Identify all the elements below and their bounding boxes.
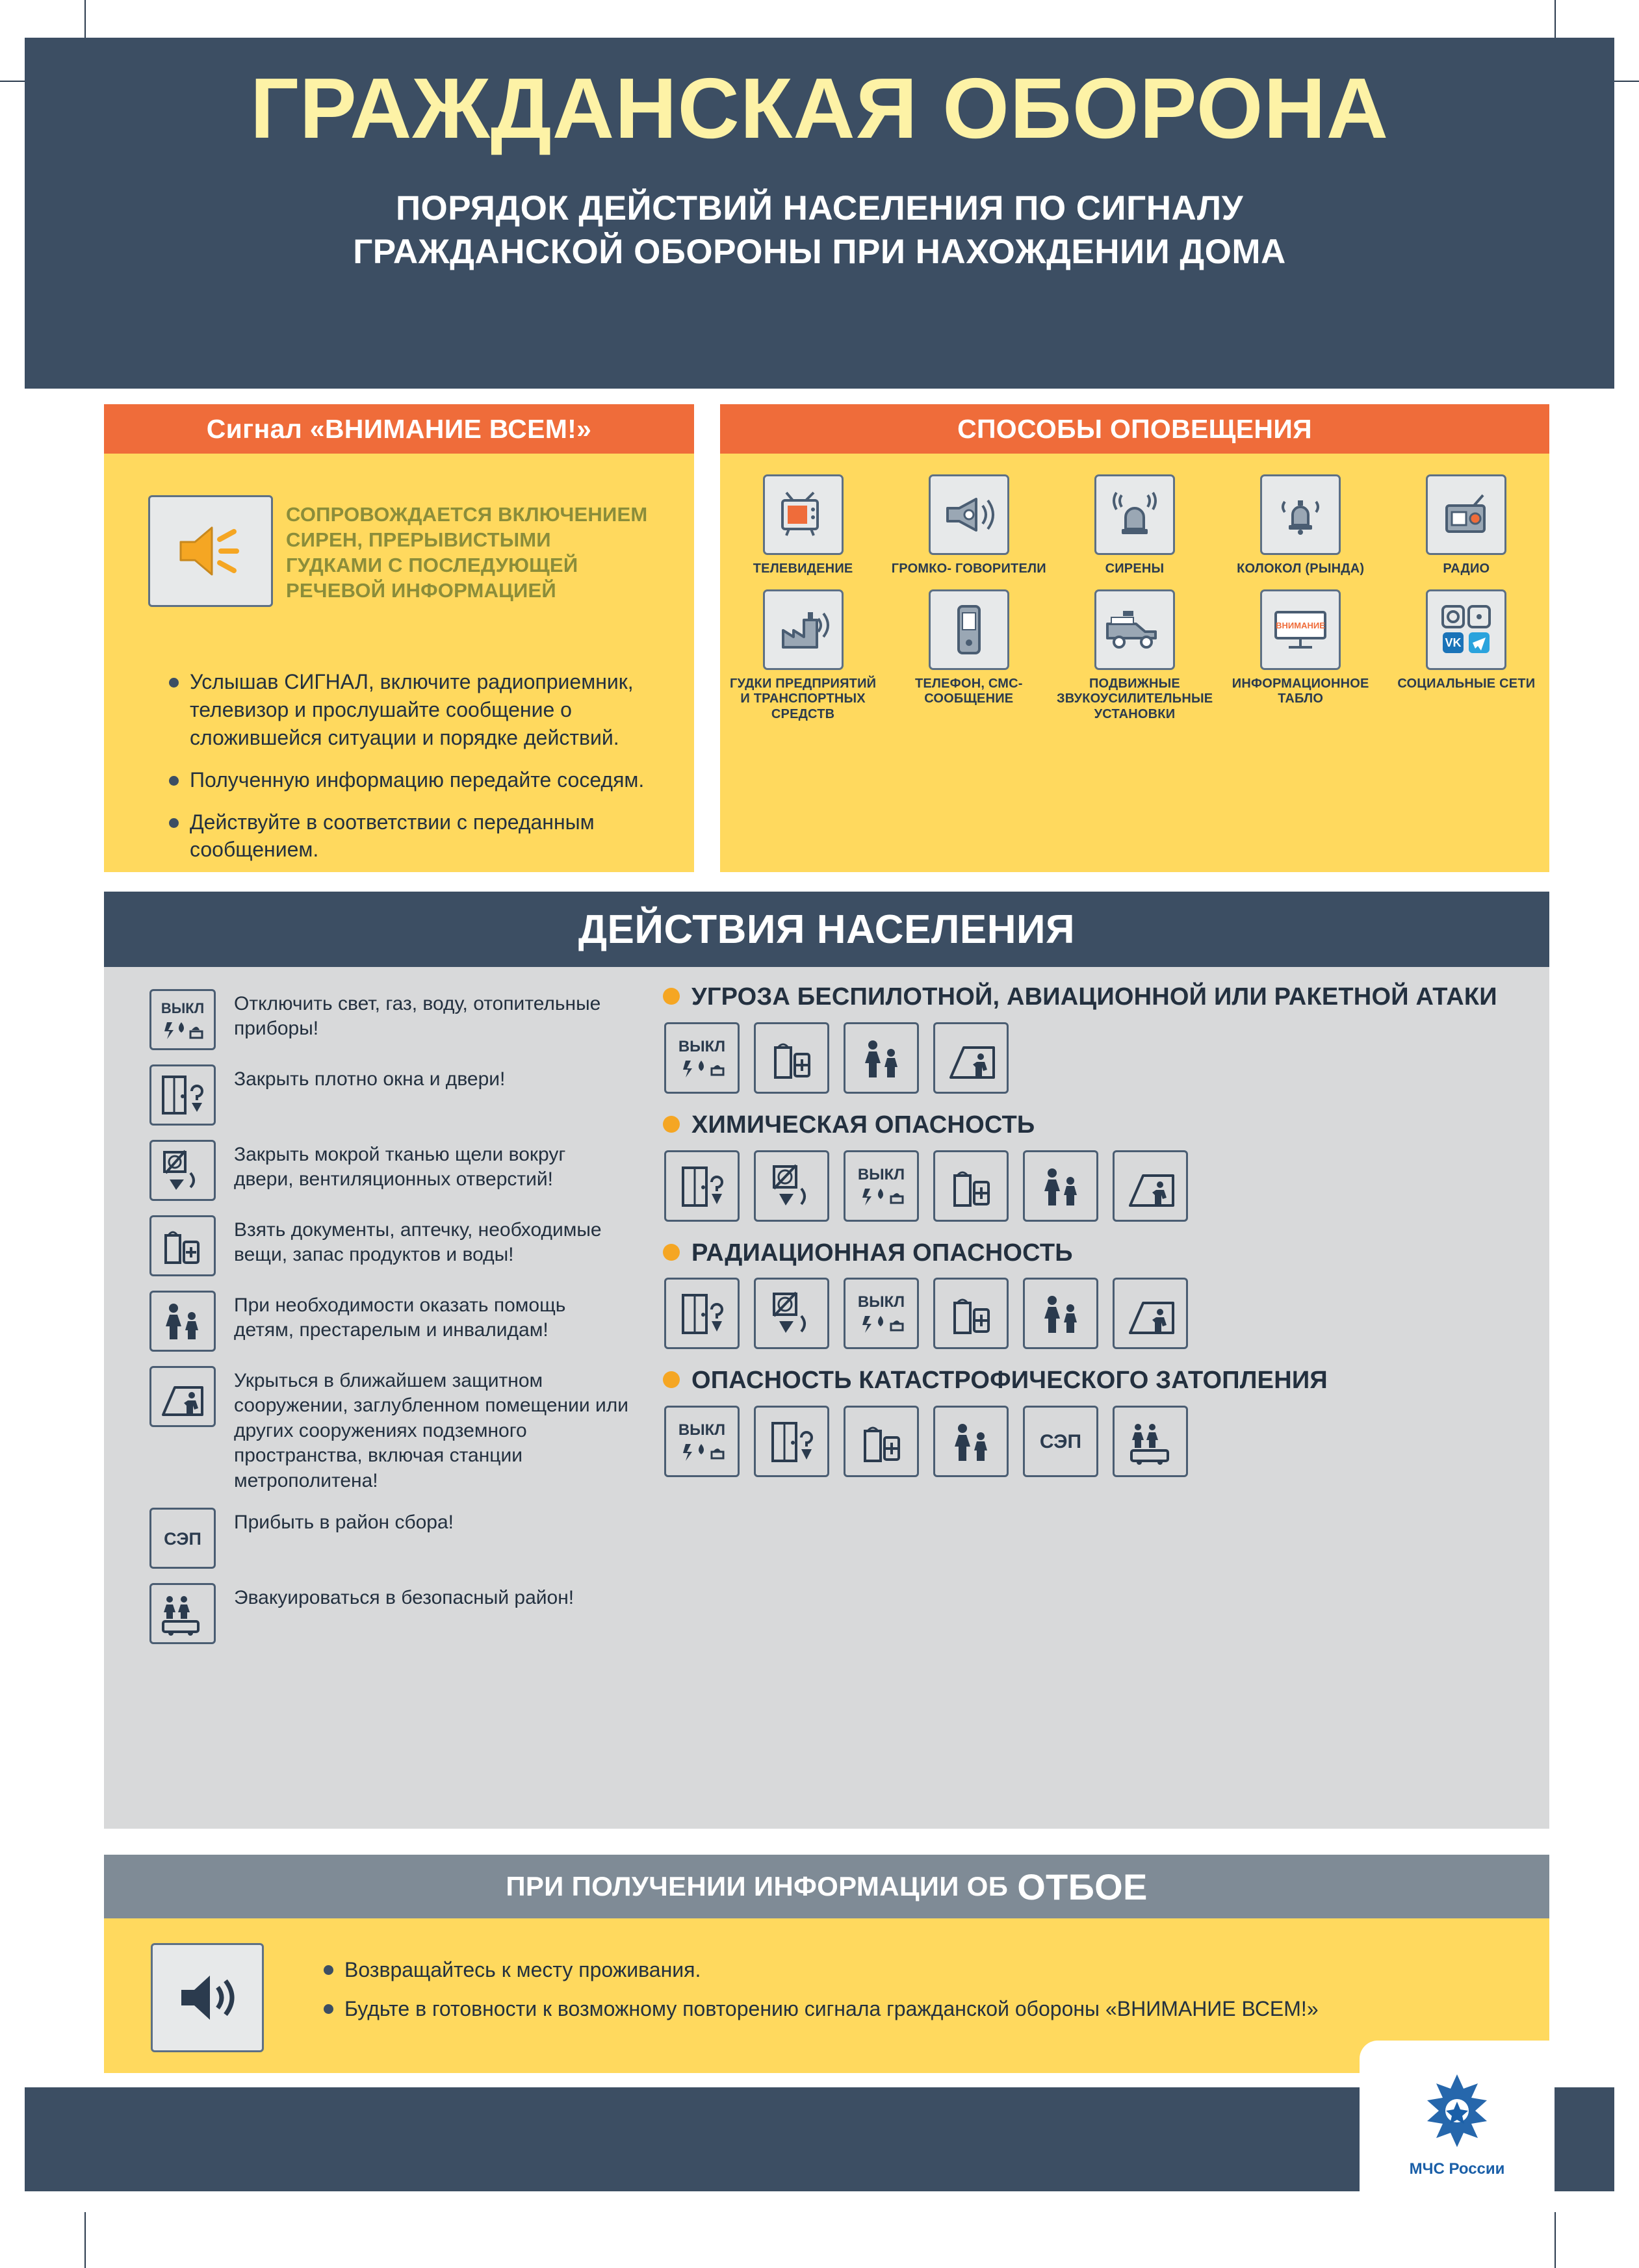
documents-kit-icon — [844, 1406, 919, 1477]
info-board-icon — [1260, 589, 1341, 670]
bell-icon — [1260, 474, 1341, 555]
group-icons — [664, 1406, 1534, 1477]
list-item — [149, 1366, 630, 1493]
way-label: ИНФОРМАЦИОННОЕ ТАБЛО — [1232, 677, 1369, 706]
way-sirens — [1052, 474, 1217, 576]
help-people-icon — [1023, 1278, 1098, 1349]
way-label: ТЕЛЕФОН, СМС-СООБЩЕНИЕ — [914, 677, 1023, 706]
seal-vents-icon — [149, 1140, 216, 1201]
power-off-icon — [844, 1278, 919, 1349]
svg-text:СЭП: СЭП — [1039, 1431, 1082, 1453]
actions-left-list — [149, 989, 630, 1658]
list-item — [149, 1215, 630, 1276]
way-phone-sms — [886, 589, 1052, 722]
all-clear-list — [292, 1956, 1358, 2034]
way-label: РАДИО — [1443, 561, 1490, 576]
group-title-text: ХИМИЧЕСКАЯ ОПАСНОСТЬ — [691, 1111, 1035, 1139]
svg-text:ВЫКЛ: ВЫКЛ — [857, 1165, 905, 1183]
way-sound-trucks — [1052, 589, 1217, 722]
danger-group-radiation — [663, 1239, 1534, 1350]
documents-kit-icon — [149, 1215, 216, 1276]
way-social-networks — [1384, 589, 1549, 722]
list-item — [149, 1583, 630, 1644]
mchs-logo-caption: МЧС России — [1409, 2160, 1505, 2178]
help-people-icon — [149, 1291, 216, 1352]
group-title-text: ОПАСНОСТЬ КАТАСТРОФИЧЕСКОГО ЗАТОПЛЕНИЯ — [691, 1367, 1328, 1395]
svg-text:ВЫКЛ: ВЫКЛ — [678, 1421, 726, 1439]
close-windows-icon — [664, 1150, 740, 1222]
bullet-dot-icon — [663, 1116, 680, 1133]
svg-text:VK: VK — [1445, 636, 1462, 650]
social-networks-icon — [1426, 589, 1506, 670]
way-bell — [1218, 474, 1384, 576]
help-people-icon — [844, 1022, 919, 1094]
mobile-phone-icon — [929, 589, 1009, 670]
group-icons — [664, 1278, 1534, 1349]
bullet-dot-icon — [663, 1244, 680, 1261]
siren-icon — [1094, 474, 1175, 555]
power-off-icon — [664, 1406, 740, 1477]
svg-text:ВЫКЛ: ВЫКЛ — [857, 1293, 905, 1311]
danger-group-drone-air-missile — [663, 983, 1534, 1094]
list-item: Услышав СИГНАЛ, включите радиоприемник, телевизор и прослушайте сообщение о сложившейся ситуации и порядке действий. — [164, 668, 703, 752]
list-item — [149, 1508, 630, 1569]
signal-instructions-list — [138, 668, 703, 878]
way-info-board — [1218, 589, 1384, 722]
loudspeaker-icon — [148, 495, 273, 607]
help-people-icon — [1023, 1150, 1098, 1222]
group-title — [663, 1111, 1534, 1140]
power-off-icon — [844, 1150, 919, 1222]
shelter-icon — [149, 1366, 216, 1427]
list-item-text: Закрыть плотно окна и двери! — [234, 1068, 506, 1090]
danger-group-chemical — [663, 1111, 1534, 1222]
group-title — [663, 1239, 1534, 1268]
close-windows-icon — [664, 1278, 740, 1349]
signal-panel-header: Сигнал «ВНИМАНИЕ ВСЕМ!» — [104, 404, 694, 454]
sep-point-icon — [149, 1508, 216, 1569]
list-item — [149, 1140, 630, 1201]
svg-text:ВЫКЛ: ВЫКЛ — [161, 1000, 205, 1016]
way-label: ГРОМКО- ГОВОРИТЕЛИ — [891, 561, 1046, 576]
mchs-emblem-icon — [1408, 2065, 1506, 2156]
documents-kit-icon — [933, 1278, 1009, 1349]
sep-point-icon — [1023, 1406, 1098, 1477]
crop-mark — [1555, 2212, 1556, 2268]
close-windows-icon — [754, 1406, 829, 1477]
list-item — [149, 1064, 630, 1126]
danger-group-catastrophic-flood — [663, 1366, 1534, 1477]
evacuation-bus-icon — [1113, 1406, 1188, 1477]
speaker-icon — [151, 1943, 264, 2052]
group-title — [663, 983, 1534, 1012]
sound-truck-icon — [1094, 589, 1175, 670]
way-television — [720, 474, 886, 576]
evacuation-bus-icon — [149, 1583, 216, 1644]
shelter-icon — [1113, 1278, 1188, 1349]
way-factory-horns — [720, 589, 886, 722]
group-title-text: РАДИАЦИОННАЯ ОПАСНОСТЬ — [691, 1239, 1073, 1267]
help-people-icon — [933, 1406, 1009, 1477]
shelter-icon — [1113, 1150, 1188, 1222]
factory-horn-icon — [763, 589, 844, 670]
tv-icon — [763, 474, 844, 555]
svg-text:ВНИМАНИЕ: ВНИМАНИЕ — [1276, 621, 1326, 631]
notification-ways-header: СПОСОБЫ ОПОВЕЩЕНИЯ — [720, 404, 1549, 454]
list-item-text: Взять документы, аптечку, необходимые вещи, запас продуктов и воды! — [234, 1219, 602, 1266]
page-subtitle — [25, 187, 1614, 275]
svg-text:ВЫКЛ: ВЫКЛ — [678, 1037, 726, 1055]
list-item-text: Прибыть в район сбора! — [234, 1511, 454, 1533]
mchs-logo — [1360, 2041, 1555, 2203]
bullet-dot-icon — [663, 988, 680, 1005]
documents-kit-icon — [933, 1150, 1009, 1222]
power-off-icon — [664, 1022, 740, 1094]
way-label: ПОДВИЖНЫЕ ЗВУКОУСИЛИТЕЛЬНЫЕ УСТАНОВКИ — [1056, 677, 1213, 721]
way-label: СИРЕНЫ — [1105, 561, 1165, 576]
shelter-icon — [933, 1022, 1009, 1094]
all-clear-header — [104, 1855, 1549, 1918]
page-subtitle-line1: ПОРЯДОК ДЕЙСТВИЙ НАСЕЛЕНИЯ ПО СИГНАЛУ — [395, 188, 1244, 227]
actions-header: ДЕЙСТВИЯ НАСЕЛЕНИЯ — [104, 892, 1549, 967]
list-item — [149, 989, 630, 1050]
seal-vents-icon — [754, 1278, 829, 1349]
page-title: ГРАЖДАНСКАЯ ОБОРОНА — [250, 60, 1389, 156]
close-windows-icon — [149, 1064, 216, 1126]
way-label: СОЦИАЛЬНЫЕ СЕТИ — [1397, 677, 1536, 691]
way-label: ТЕЛЕВИДЕНИЕ — [753, 561, 853, 576]
way-label: ГУДКИ ПРЕДПРИЯТИЙ И ТРАНСПОРТНЫХ СРЕДСТВ — [729, 677, 877, 721]
crop-mark — [84, 2212, 86, 2268]
actions-right-groups — [663, 983, 1534, 1494]
way-loudspeakers — [886, 474, 1052, 576]
list-item-text: Отключить свет, газ, воду, отопительные приборы! — [234, 993, 601, 1040]
all-clear-header-strong: ОТБОЕ — [1017, 1866, 1148, 1907]
list-item-text: Закрыть мокрой тканью щели вокруг двери, вентиляционных отверстий! — [234, 1144, 566, 1191]
seal-vents-icon — [754, 1150, 829, 1222]
way-label: КОЛОКОЛ (РЫНДА) — [1237, 561, 1365, 576]
list-item-text: Эвакуироваться в безопасный район! — [234, 1586, 574, 1608]
list-item-text: При необходимости оказать помощь детям, престарелым и инвалидам! — [234, 1295, 566, 1341]
group-icons — [664, 1022, 1534, 1094]
page-subtitle-line2: ГРАЖДАНСКОЙ ОБОРОНЫ ПРИ НАХОЖДЕНИИ ДОМА — [353, 233, 1286, 272]
notification-ways-grid — [720, 474, 1549, 735]
list-item: Полученную информацию передайте соседям. — [164, 766, 703, 794]
way-radio — [1384, 474, 1549, 576]
all-clear-header-prefix: ПРИ ПОЛУЧЕНИИ ИНФОРМАЦИИ ОБ — [506, 1871, 1009, 1901]
list-item: Возвращайтесь к месту проживания. — [318, 1956, 1358, 1983]
group-title-text: УГРОЗА БЕСПИЛОТНОЙ, АВИАЦИОННОЙ ИЛИ РАКЕТНОЙ АТАКИ — [691, 983, 1497, 1011]
list-item: Будьте в готовности к возможному повторению сигнала гражданской обороны «ВНИМАНИЕ ВСЕМ!» — [318, 1995, 1358, 2022]
group-icons — [664, 1150, 1534, 1222]
documents-kit-icon — [754, 1022, 829, 1094]
radio-icon — [1426, 474, 1506, 555]
svg-text:СЭП: СЭП — [164, 1528, 201, 1549]
group-title — [663, 1366, 1534, 1395]
list-item: Действуйте в соответствии с переданным сообщением. — [164, 808, 703, 864]
power-off-icon — [149, 989, 216, 1050]
bullet-dot-icon — [663, 1371, 680, 1388]
list-item — [149, 1291, 630, 1352]
list-item-text: Укрыться в ближайшем защитном сооружении, заглубленном помещении или других сооружениях подземного пространства, включая станции метрополитена! — [234, 1370, 628, 1491]
loudspeaker-icon — [929, 474, 1009, 555]
poster-header — [25, 38, 1614, 389]
signal-accompany-text: СОПРОВОЖДАЕТСЯ ВКЛЮЧЕНИЕМ СИРЕН, ПРЕРЫВИСТЫМИ ГУДКАМИ С ПОСЛЕДУЮЩЕЙ РЕЧЕВОЙ ИНФОРМАЦИЕЙ — [286, 503, 648, 602]
